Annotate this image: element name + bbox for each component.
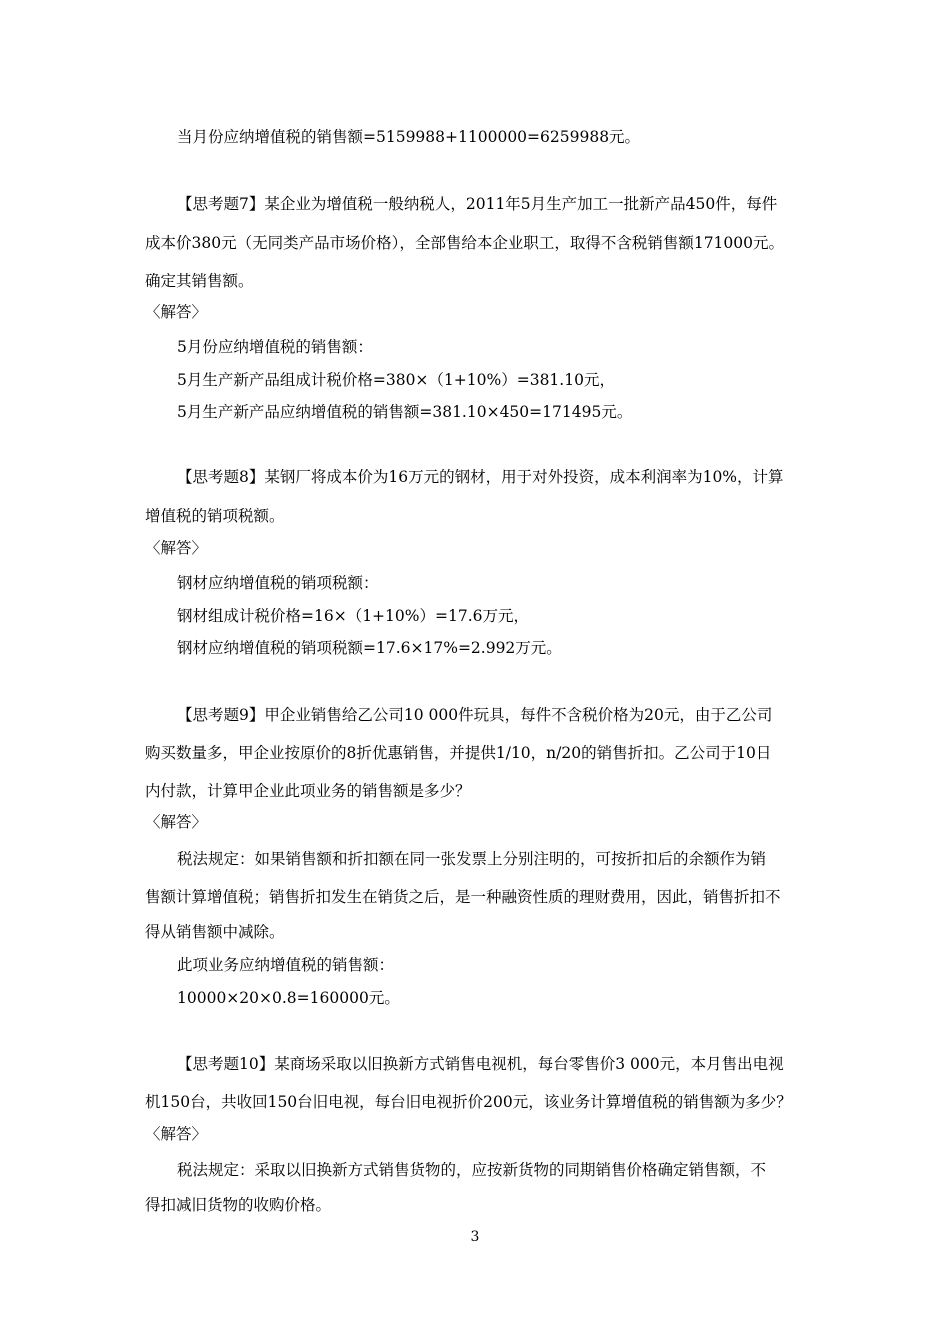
text-line: 税法规定：采取以旧换新方式销售货物的，应按新货物的同期销售价格确定销售额，不 bbox=[177, 1161, 767, 1179]
text-line: 钢材应纳增值税的销项税额=17.6×17%=2.992万元。 bbox=[177, 639, 562, 657]
text-line: 购买数量多，甲企业按原价的8折优惠销售，并提供1/10，n/20的销售折扣。乙公司于10日 bbox=[145, 744, 772, 762]
text-line: 5月生产新产品应纳增值税的销售额=381.10×450=171495元。 bbox=[177, 403, 633, 421]
text-line: 5月生产新产品组成计税价格=380×（1+10%）=381.10元， bbox=[177, 371, 615, 389]
text-line: 得从销售额中减除。 bbox=[145, 923, 285, 941]
text-line: 钢材应纳增值税的销项税额： bbox=[177, 574, 379, 592]
text-line: 10000×20×0.8=160000元。 bbox=[177, 989, 400, 1007]
text-line: 机150台，共收回150台旧电视，每台旧电视折价200元，该业务计算增值税的销售额为多少？ bbox=[145, 1093, 792, 1111]
question-7-heading: 【思考题7】某企业为增值税一般纳税人，2011年5月生产加工一批新产品450件，每件 bbox=[177, 195, 778, 213]
question-9-heading: 【思考题9】甲企业销售给乙公司10 000件玩具，每件不含税价格为20元，由于乙公司 bbox=[177, 706, 773, 724]
text-line: 此项业务应纳增值税的销售额： bbox=[177, 956, 395, 974]
answer-label: 〈解答〉 bbox=[145, 303, 208, 321]
text-line: 内付款，计算甲企业此项业务的销售额是多少？ bbox=[145, 782, 471, 800]
answer-label: 〈解答〉 bbox=[145, 813, 208, 831]
text-line: 钢材组成计税价格=16×（1+10%）=17.6万元， bbox=[177, 607, 529, 625]
text-line: 售额计算增值税；销售折扣发生在销货之后，是一种融资性质的理财费用，因此，销售折扣不 bbox=[145, 888, 781, 906]
page-number: 3 bbox=[470, 1229, 480, 1245]
text-line: 得扣减旧货物的收购价格。 bbox=[145, 1196, 332, 1214]
text-line: 税法规定：如果销售额和折扣额在同一张发票上分别注明的，可按折扣后的余额作为销 bbox=[177, 850, 767, 868]
text-line: 5月份应纳增值税的销售额： bbox=[177, 338, 373, 356]
question-8-heading: 【思考题8】某钢厂将成本价为16万元的钢材，用于对外投资，成本利润率为10%，计算 bbox=[177, 468, 784, 486]
answer-label: 〈解答〉 bbox=[145, 539, 208, 557]
text-line: 确定其销售额。 bbox=[145, 272, 254, 290]
answer-label: 〈解答〉 bbox=[145, 1125, 208, 1143]
text-line: 增值税的销项税额。 bbox=[145, 507, 285, 525]
text-line: 成本价380元（无同类产品市场价格），全部售给本企业职工，取得不含税销售额171000元。 bbox=[145, 234, 785, 252]
question-10-heading: 【思考题10】某商场采取以旧换新方式销售电视机，每台零售价3 000元，本月售出电视 bbox=[177, 1055, 784, 1073]
text-line: 当月份应纳增值税的销售额=5159988+1100000=6259988元。 bbox=[177, 128, 641, 146]
